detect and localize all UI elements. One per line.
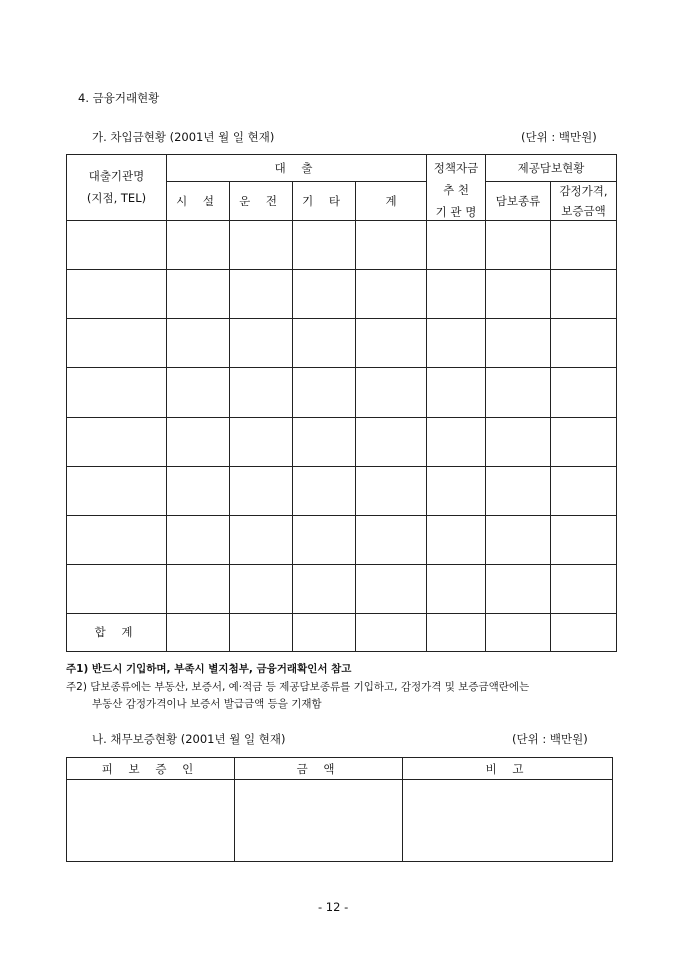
header-amount: 금 액 — [235, 758, 403, 780]
table-row — [67, 220, 617, 269]
header-guaranteed: 피 보 증 인 — [67, 758, 235, 780]
page-number: - 12 - — [318, 900, 349, 914]
sum-row — [67, 613, 617, 651]
header-total: 계 — [356, 182, 427, 221]
note-2-line-2: 부동산 감정가격이나 보증서 발급금액 등을 기재함 — [92, 698, 322, 710]
header-collateral: 제공담보현황 — [486, 155, 617, 182]
table-row — [67, 515, 617, 564]
header-operating: 운 전 — [230, 182, 293, 221]
loan-section-title: 가. 차입금현황 (2001년 월 일 현재) — [92, 130, 275, 144]
header-policy-fund: 정책자금 — [427, 155, 486, 182]
table-row — [67, 269, 617, 318]
header-loan: 대 출 — [167, 155, 427, 182]
table-row — [67, 466, 617, 515]
table-row — [67, 367, 617, 417]
guarantee-unit-label: (단위 : 백만원) — [512, 732, 588, 746]
loan-unit-label: (단위 : 백만원) — [521, 130, 597, 144]
header-remarks: 비 고 — [403, 758, 613, 780]
table-row — [67, 318, 617, 367]
header-policy-institution: 추 천 기 관 명 — [427, 182, 486, 221]
sum-label: 합 계 — [67, 613, 167, 651]
header-institution: 대출기관명 (지점, TEL) — [67, 155, 167, 221]
header-other: 기 타 — [293, 182, 356, 221]
header-facility: 시 설 — [167, 182, 230, 221]
table-row — [67, 417, 617, 466]
guarantee-table — [66, 757, 613, 862]
header-collateral-type: 담보종류 — [486, 182, 551, 221]
guarantee-section-title: 나. 채무보증현황 (2001년 월 일 현재) — [92, 732, 286, 746]
loan-table — [66, 154, 617, 652]
table-row — [67, 564, 617, 613]
section-title: 4. 금융거래현황 — [78, 91, 160, 105]
note-1: 주1) 반드시 기입하며, 부족시 별지첨부, 금융거래확인서 참고 — [66, 663, 352, 675]
header-appraisal: 감정가격, 보증금액 — [551, 182, 617, 221]
table-row — [67, 780, 613, 862]
note-2-line-1: 주2) 담보종류에는 부동산, 보증서, 예·적금 등 제공담보종류를 기입하고, 감정가격 및 보증금액란에는 — [66, 681, 530, 693]
